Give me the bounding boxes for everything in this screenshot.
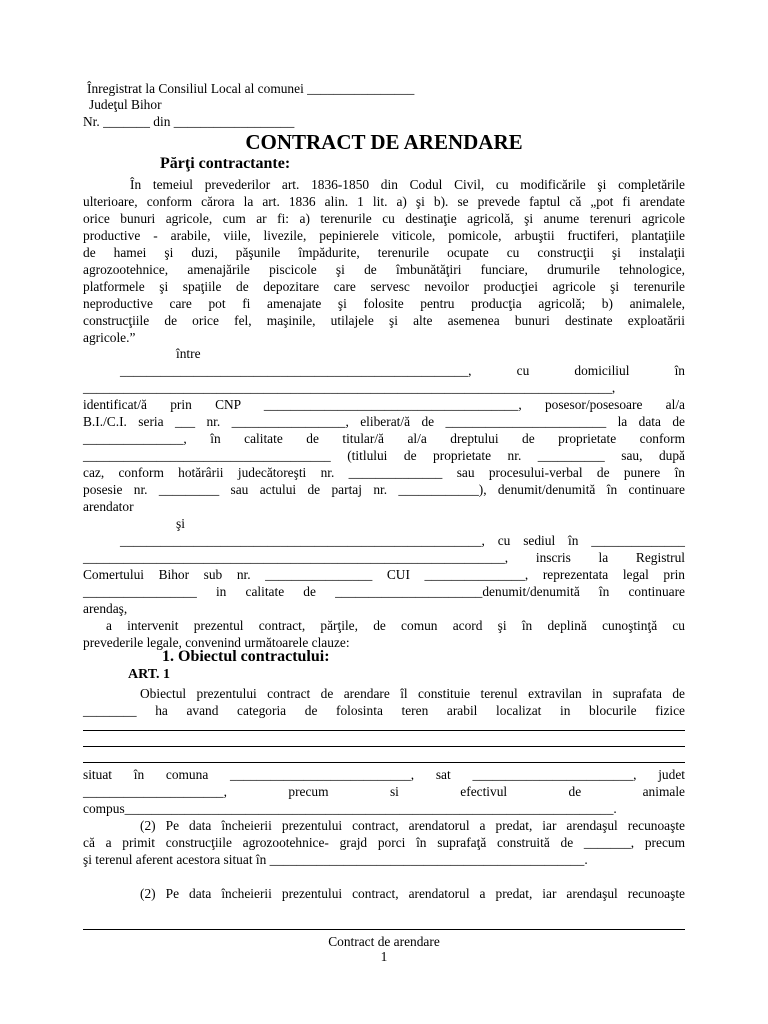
art1-line: Obiectul prezentului contract de arendare îl constituie terenul extravilan in suprafata de xyxy=(140,686,685,701)
party1-line: B.I./C.I. seria ___ nr. _________________, eliberat/ă de ________________________ la data de xyxy=(83,414,685,429)
party1-line: identificat/ă prin CNP ______________________________________, posesor/posesoare al/a xyxy=(83,397,685,412)
clause2-line: (2) Pe data încheierii prezentului contract, arendatorul a predat, iar arendaşul recunoaşte xyxy=(140,818,685,833)
intro-line: ulterioare, conform cărora la art. 1836 alin. 1 lit. a) şi b). se prevede faptul că „pot fi arendate xyxy=(83,194,685,209)
and-label: şi xyxy=(176,516,185,531)
party2-line: ______________________________________________________, cu sediul în ______________ xyxy=(120,533,685,548)
party1-line: _______________________________________________________________________________, xyxy=(83,380,616,395)
parties-heading: Părţi contractante: xyxy=(160,155,291,172)
document-title: CONTRACT DE ARENDARE xyxy=(245,130,523,154)
intro-line: agrozootehnice, amenajările piscicole şi de îmbunătăţiri funciare, drumurile tehnologice, xyxy=(83,262,685,277)
art1-line: _____________________, precum si efectivul de animale xyxy=(83,784,685,799)
blank-line xyxy=(83,746,685,747)
art1-line: situat în comuna ___________________________, sat ________________________, judet xyxy=(83,767,685,782)
art1-line: compus_________________________________________________________________________. xyxy=(83,801,617,816)
party1-line: caz, conform hotărârii judecătoreşti nr. ______________ sau procesului-verbal de punere în xyxy=(83,465,685,480)
between-label: între xyxy=(176,346,201,361)
intro-line: construcţiile de orice fel, maşinile, utilajele şi alte asemenea bunuri destinate exploatării xyxy=(83,313,685,328)
party1-line: _____________________________________ (titlului de proprietate nr. __________ sau, după xyxy=(83,448,685,463)
number-date-line: Nr. _______ din __________________ xyxy=(83,114,295,129)
intro-line: orice bunuri agricole, cum ar fi: a) terenurile cu destinaţie agricolă, şi anume terenuri agricole xyxy=(83,211,685,226)
intro-line: productive - arabile, viile, livezile, pepinierele viticole, pomicole, arbuştii fructiferi, plantaţiile xyxy=(83,228,685,243)
party1-line: ____________________________________________________, cu domiciliul în xyxy=(120,363,685,378)
clause2-line: şi terenul aferent acestora situat în _______________________________________________. xyxy=(83,852,588,867)
intro-line: platformele şi spaţiile de depozitare care servesc nevoilor producţiei agricole şi terenurile xyxy=(83,279,685,294)
intro-line: de hamei şi duzi, păşunile împădurite, terenurile ocupate cu construcţii şi instalaţii xyxy=(83,245,685,260)
party2-line: _______________________________________________________________, inscris la Registrul xyxy=(83,550,685,565)
blank-line xyxy=(83,730,685,731)
section-heading: 1. Obiectul contractului: xyxy=(162,648,330,665)
intro-line: neproductive care pot fi amenajate şi folosite pentru producţia agricolă; b) animalele, xyxy=(83,296,685,311)
footer-label: Contract de arendare xyxy=(328,934,440,949)
party1-line: posesie nr. _________ sau actului de partaj nr. ____________), denumit/denumită în continuare xyxy=(83,482,685,497)
agreement-line: prevederile legale, convenind următoarele clauze: xyxy=(83,635,350,650)
clause2-repeat-line: (2) Pe data încheierii prezentului contract, arendatorul a predat, iar arendaşul recunoaşte xyxy=(140,886,685,901)
article-heading: ART. 1 xyxy=(128,667,171,682)
agreement-line: a intervenit prezentul contract, părţile, de comun acord şi în deplină cunoştinţă cu xyxy=(106,618,685,633)
blank-line xyxy=(83,762,685,763)
party1-role: arendator xyxy=(83,499,134,514)
party2-line: Comertului Bihor sub nr. ________________ CUI _______________, reprezentata legal prin xyxy=(83,567,685,582)
intro-line: În temeiul prevederilor art. 1836-1850 din Codul Civil, cu modificările şi completările xyxy=(130,177,685,192)
intro-line: agricole.” xyxy=(83,330,136,345)
footer-divider xyxy=(83,929,685,930)
party1-line: _______________, în calitate de titular/ă al/a dreptului de proprietate conform xyxy=(83,431,685,446)
party2-role: arendaş, xyxy=(83,601,128,616)
party2-line: _________________ in calitate de ______________________denumit/denumită în continuare xyxy=(83,584,685,599)
registration-line: Înregistrat la Consiliul Local al comunei ________________ xyxy=(87,81,415,96)
art1-line: ________ ha avand categoria de folosinta teren arabil localizat in blocurile fizice xyxy=(83,703,685,718)
county-line: Judeţul Bihor xyxy=(89,97,162,112)
page-number: 1 xyxy=(380,949,388,964)
clause2-line: că a primit construcţiile agrozootehnice- grajd porci în suprafaţă construită de _______, precum xyxy=(83,835,685,850)
